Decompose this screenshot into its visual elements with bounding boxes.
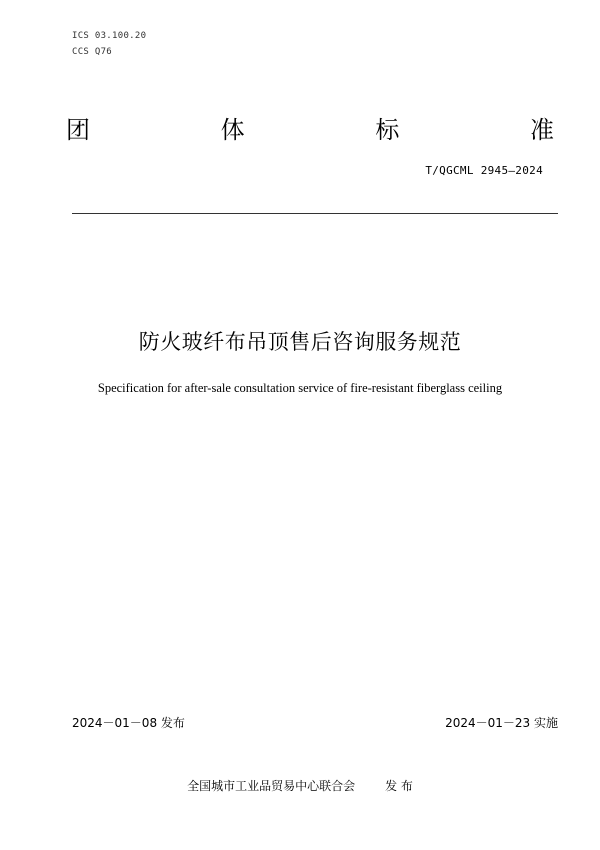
ics-code: ICS 03.100.20 [72, 31, 147, 41]
publisher-line [0, 778, 600, 794]
publish-action: 发 布 [385, 779, 413, 793]
standard-number: T/QGCML 2945—2024 [425, 164, 543, 177]
standard-type-heading [66, 114, 554, 146]
standard-type-char: 团 [66, 116, 90, 144]
header-divider [72, 213, 558, 214]
implementation-date: 2024－01－23 实施 [445, 716, 558, 730]
standard-type-char: 标 [375, 116, 400, 144]
standard-type-char: 准 [529, 116, 554, 144]
document-title-english: Specification for after-sale consultation service of fire-resistant fiberglass ceiling [97, 381, 503, 395]
ccs-code: CCS Q76 [72, 47, 113, 57]
publisher-name: 全国城市工业品贸易中心联合会 [187, 779, 356, 793]
classification-codes [72, 28, 146, 60]
standard-type-char: 体 [220, 116, 245, 144]
issue-date: 2024－01－08 发布 [72, 716, 185, 730]
document-title-chinese: 防火玻纤布吊顶售后咨询服务规范 [138, 330, 462, 354]
